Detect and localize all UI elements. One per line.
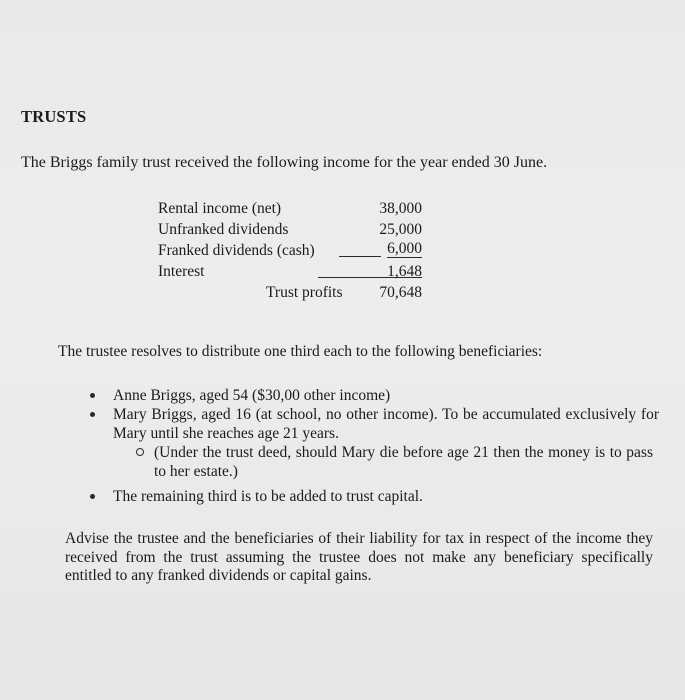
income-label: Unfranked dividends <box>158 221 289 238</box>
income-value: 25,000 <box>379 221 422 238</box>
total-label: Trust profits <box>266 284 343 301</box>
income-row <box>158 198 422 219</box>
bullet-icon <box>90 412 95 417</box>
hollow-bullet-icon <box>136 448 144 456</box>
total-value: 70,648 <box>379 284 422 301</box>
income-row <box>158 261 422 282</box>
bullet-icon <box>90 393 95 398</box>
sub-list-item <box>136 443 653 481</box>
list-item-text: Mary Briggs, aged 16 (at school, no other income). To be accumulated exclusively for Mary until she reaches age 21 years. <box>113 406 659 442</box>
bullet-icon <box>90 494 95 499</box>
advice-paragraph: Advise the trustee and the beneficiaries of their liability for tax in respect of the income they received from the trust assuming the trustee does not make any beneficiary specifically entitled to any franked dividends or capital gains. <box>65 530 653 584</box>
income-row <box>158 219 422 240</box>
leader-line <box>339 256 381 257</box>
income-value: 6,000 <box>387 240 422 257</box>
sub-list-item-text: (Under the trust deed, should Mary die before age 21 then the money is to pass to her estate.) <box>154 444 653 480</box>
list-item-text: The remaining third is to be added to trust capital. <box>113 488 423 505</box>
income-label: Interest <box>158 263 205 280</box>
income-value: 1,648 <box>387 263 422 280</box>
list-item-text: Anne Briggs, aged 54 ($30,00 other income) <box>113 387 391 404</box>
list-item <box>84 386 659 405</box>
list-item <box>84 405 659 443</box>
list-item <box>84 487 659 506</box>
income-label: Franked dividends (cash) <box>158 242 315 259</box>
income-value: 38,000 <box>379 200 422 217</box>
resolution-paragraph: The trustee resolves to distribute one third each to the following beneficiaries: <box>58 343 543 360</box>
income-table <box>158 198 422 303</box>
section-heading: TRUSTS <box>21 107 87 126</box>
income-row <box>158 240 422 261</box>
total-row <box>158 282 422 303</box>
income-label: Rental income (net) <box>158 200 282 217</box>
intro-paragraph: The Briggs family trust received the following income for the year ended 30 June. <box>21 154 548 171</box>
beneficiary-list <box>84 386 659 506</box>
